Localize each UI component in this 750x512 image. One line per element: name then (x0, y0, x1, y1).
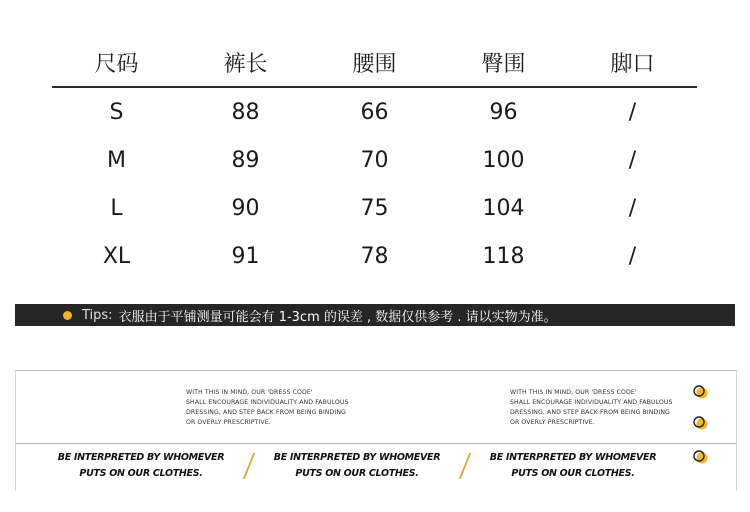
header-length: 裤长 (223, 51, 268, 77)
table-cell: 78 (360, 243, 389, 269)
slash-divider (459, 453, 472, 479)
header-size: 尺码 (94, 51, 139, 77)
table-cell: 100 (482, 147, 525, 173)
table-cell: 90 (231, 195, 260, 221)
dress-code-banner (15, 370, 737, 491)
dress-code-text-right: WITH THIS IN MIND, OUR 'DRESS CODE' SHALL ENCOURAGE INDIVIDUALITY AND FABULOUS DRESSING, AND STEP BACK FROM BEING BINDING OR OVERLY PRESCRIPTIVE. (510, 389, 673, 426)
table-cell: 104 (482, 195, 525, 221)
table-row (52, 232, 697, 280)
slogan-3: BE INTERPRETED BY WHOMEVER PUTS ON OUR CLOTHES. (489, 452, 657, 479)
table-cell: 70 (360, 147, 389, 173)
tips-text: 衣服由于平铺测量可能会有 1-3cm 的误差 , 数据仅供参考 . 请以实物为准。 (118, 309, 557, 325)
slogan-1: BE INTERPRETED BY WHOMEVER PUTS ON OUR CLOTHES. (57, 452, 225, 479)
table-cell: 89 (231, 147, 260, 173)
table-row (52, 88, 697, 136)
ring-icon (692, 384, 708, 400)
table-header (52, 38, 697, 88)
slash-divider (243, 453, 256, 479)
table-cell: 96 (489, 99, 518, 125)
table-row (52, 136, 697, 184)
table-row (52, 184, 697, 232)
table-cell: 118 (482, 243, 525, 269)
tips-bar (15, 304, 735, 326)
size-table (52, 38, 697, 280)
table-cell: 91 (231, 243, 260, 269)
table-cell: 88 (231, 99, 260, 125)
table-cell: M (107, 147, 126, 173)
table-cell: XL (102, 243, 131, 269)
banner-divider (16, 443, 736, 444)
header-hip: 臀围 (481, 51, 526, 77)
header-hem: 脚口 (610, 51, 655, 77)
ring-icon (692, 449, 708, 465)
table-cell: / (628, 195, 637, 221)
table-cell: 75 (360, 195, 389, 221)
table-cell: L (110, 195, 123, 221)
table-cell: / (628, 147, 637, 173)
table-cell: / (628, 243, 637, 269)
bullet-icon (63, 311, 72, 320)
slogan-2: BE INTERPRETED BY WHOMEVER PUTS ON OUR CLOTHES. (273, 452, 441, 479)
table-cell: S (109, 99, 124, 125)
header-waist: 腰围 (352, 51, 397, 77)
dress-code-text-left: WITH THIS IN MIND, OUR 'DRESS CODE' SHALL ENCOURAGE INDIVIDUALITY AND FABULOUS DRESSING, AND STEP BACK FROM BEING BINDING OR OVERLY PRESCRIPTIVE. (186, 389, 349, 426)
table-cell: 66 (360, 99, 389, 125)
tips-label: Tips: (82, 307, 113, 323)
table-cell: / (628, 99, 637, 125)
ring-icon (692, 415, 708, 431)
